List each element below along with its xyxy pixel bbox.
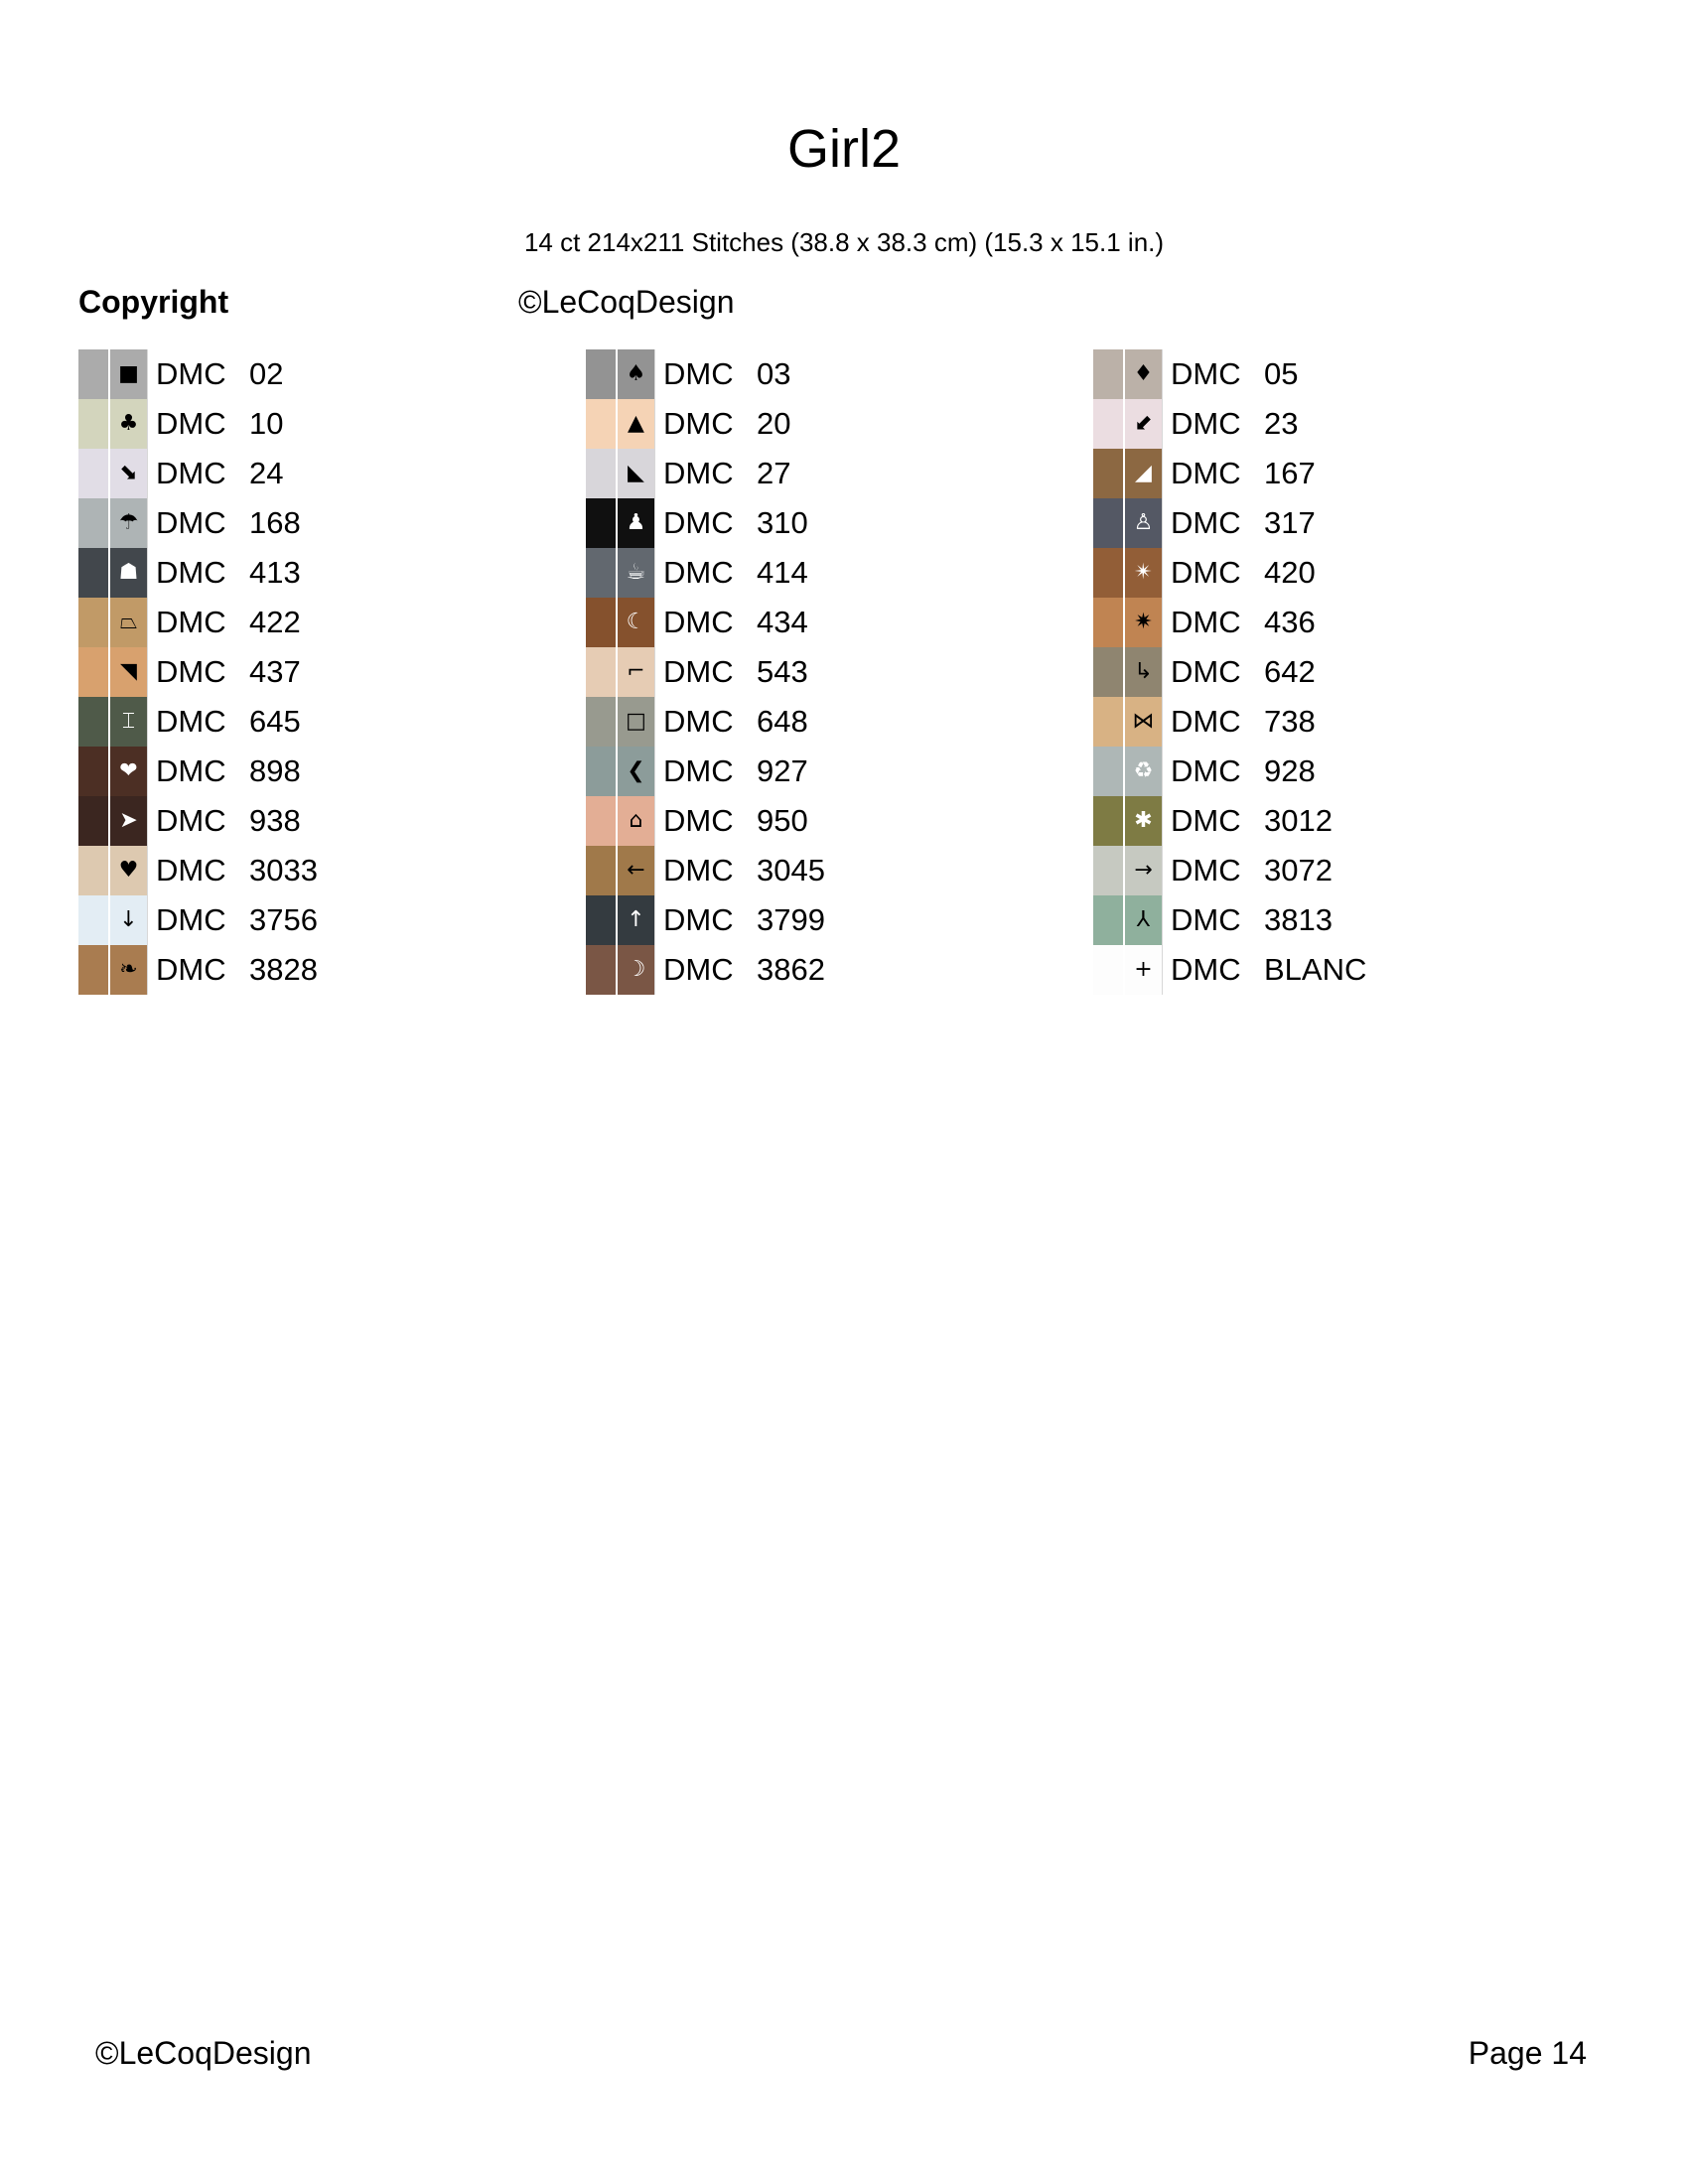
thread-brand: DMC (663, 853, 734, 887)
color-swatch (586, 647, 616, 697)
thread-brand: DMC (663, 704, 734, 739)
thread-code: 434 (757, 605, 808, 639)
color-swatch (1093, 399, 1123, 449)
star-burst-icon: ✴ (1125, 548, 1163, 598)
thread-brand: DMC (663, 356, 734, 391)
color-swatch (78, 598, 108, 647)
heart-icon: ♥ (110, 846, 148, 895)
copyright-value: ©LeCoqDesign (518, 284, 735, 320)
thread-label (655, 349, 790, 399)
phone-icon: ☽ (618, 945, 655, 995)
thread-code: 3033 (249, 853, 318, 887)
color-swatch (1093, 548, 1123, 598)
moon-icon: ☾ (618, 598, 655, 647)
thread-brand: DMC (1171, 605, 1241, 639)
thread-code: 3813 (1264, 902, 1333, 937)
thread-label (655, 846, 825, 895)
thread-brand: DMC (156, 406, 226, 441)
thread-label (655, 647, 808, 697)
recycle-icon: ♻ (1125, 747, 1163, 796)
diagonal-arrow-icon: ⬊ (110, 449, 148, 498)
color-swatch (586, 796, 616, 846)
thread-code: 645 (249, 704, 301, 739)
thread-brand: DMC (156, 902, 226, 937)
legend-row (586, 846, 1082, 895)
thread-label (148, 399, 283, 449)
thread-brand: DMC (1171, 704, 1241, 739)
color-swatch (78, 846, 108, 895)
legend-row (586, 647, 1082, 697)
thread-label (655, 598, 808, 647)
legend-column-2 (586, 349, 1082, 995)
thread-code: 3045 (757, 853, 825, 887)
legend-row (1093, 647, 1590, 697)
mushroom-icon: ☗ (110, 548, 148, 598)
thread-brand: DMC (156, 356, 226, 391)
thread-brand: DMC (156, 555, 226, 590)
thread-label (655, 399, 790, 449)
legend-column-1 (78, 349, 575, 995)
thread-brand: DMC (663, 902, 734, 937)
color-swatch (586, 697, 616, 747)
thread-brand: DMC (156, 853, 226, 887)
thread-label (655, 449, 790, 498)
legend-row (1093, 449, 1590, 498)
color-swatch (586, 548, 616, 598)
thread-code: 10 (249, 406, 284, 441)
thread-code: 642 (1264, 654, 1316, 689)
color-swatch (1093, 846, 1123, 895)
thread-brand: DMC (663, 456, 734, 490)
color-swatch (586, 895, 616, 945)
thread-brand: DMC (156, 505, 226, 540)
legend-row (78, 498, 575, 548)
color-swatch (1093, 796, 1123, 846)
arrowhead-right-icon: ➤ (110, 796, 148, 846)
thread-code: 20 (757, 406, 791, 441)
thread-brand: DMC (156, 753, 226, 788)
leaf-icon: ❧ (110, 945, 148, 995)
thread-code: 898 (249, 753, 301, 788)
thread-code: 436 (1264, 605, 1316, 639)
club-icon: ♣ (110, 399, 148, 449)
color-swatch (1093, 598, 1123, 647)
thread-code: 3756 (249, 902, 318, 937)
thread-code: 3828 (249, 952, 318, 987)
legend-row (1093, 697, 1590, 747)
color-swatch (586, 846, 616, 895)
thread-label (1163, 498, 1316, 548)
thread-label (1163, 895, 1333, 945)
legend-row (1093, 945, 1590, 995)
thread-label (1163, 945, 1366, 995)
legend-column-3 (1093, 349, 1590, 995)
color-swatch (78, 498, 108, 548)
thread-code: 02 (249, 356, 284, 391)
thread-brand: DMC (1171, 803, 1241, 838)
thread-label (148, 697, 301, 747)
legend-row (586, 449, 1082, 498)
thread-label (655, 747, 808, 796)
legend-row (1093, 399, 1590, 449)
thread-brand: DMC (1171, 505, 1241, 540)
thread-label (1163, 697, 1316, 747)
thread-brand: DMC (1171, 406, 1241, 441)
legend-row (78, 697, 575, 747)
thread-brand: DMC (1171, 753, 1241, 788)
stairs-icon: ⌐ (618, 647, 655, 697)
thread-code: 23 (1264, 406, 1299, 441)
heart-circle-icon: ❤ (110, 747, 148, 796)
thread-label (148, 747, 301, 796)
legend-row (586, 548, 1082, 598)
footer-copyright: ©LeCoqDesign (95, 2035, 312, 2071)
thread-label (148, 498, 301, 548)
thread-label (148, 796, 301, 846)
thread-code: 168 (249, 505, 301, 540)
arrow-down-icon: ↓ (110, 895, 148, 945)
color-swatch (78, 399, 108, 449)
thread-brand: DMC (663, 505, 734, 540)
color-swatch (78, 796, 108, 846)
thread-brand: DMC (663, 555, 734, 590)
asterisk-icon: ✱ (1125, 796, 1163, 846)
thread-label (148, 349, 283, 399)
thread-brand: DMC (663, 952, 734, 987)
thread-label (148, 895, 318, 945)
thread-code: 03 (757, 356, 791, 391)
color-swatch (1093, 697, 1123, 747)
legend-row (78, 399, 575, 449)
corner-triangle-icon: ◥ (110, 647, 148, 697)
bracket-icon: ⌶ (110, 697, 148, 747)
legend-row (1093, 747, 1590, 796)
arrow-right-icon: → (1125, 846, 1163, 895)
color-swatch (586, 747, 616, 796)
thread-code: 414 (757, 555, 808, 590)
color-swatch (586, 349, 616, 399)
thread-code: 543 (757, 654, 808, 689)
legend-row (1093, 846, 1590, 895)
page-title: Girl2 (786, 119, 901, 179)
thread-brand: DMC (1171, 456, 1241, 490)
thread-code: 317 (1264, 505, 1316, 540)
thread-code: 310 (757, 505, 808, 540)
thread-brand: DMC (663, 406, 734, 441)
thread-code: 3799 (757, 902, 825, 937)
thread-brand: DMC (663, 654, 734, 689)
legend-row (78, 846, 575, 895)
thread-code: 420 (1264, 555, 1316, 590)
thread-brand: DMC (663, 605, 734, 639)
thread-brand: DMC (156, 654, 226, 689)
thread-brand: DMC (1171, 952, 1241, 987)
color-swatch (1093, 747, 1123, 796)
color-swatch (78, 349, 108, 399)
thread-label (1163, 846, 1333, 895)
thread-brand: DMC (156, 952, 226, 987)
legend-row (78, 349, 575, 399)
color-swatch (78, 747, 108, 796)
thread-label (1163, 449, 1316, 498)
color-swatch (586, 945, 616, 995)
thread-brand: DMC (1171, 853, 1241, 887)
mug-icon: ☕ (618, 548, 655, 598)
corner-triangle-icon: ◣ (618, 449, 655, 498)
legend-row (586, 349, 1082, 399)
legend-row (78, 895, 575, 945)
square-icon: ■ (110, 349, 148, 399)
plug-icon: ♙ (1125, 498, 1163, 548)
color-swatch (1093, 647, 1123, 697)
thread-brand: DMC (156, 456, 226, 490)
thread-code: 3862 (757, 952, 825, 987)
legend-row (586, 399, 1082, 449)
thread-label (655, 498, 808, 548)
thread-code: 738 (1264, 704, 1316, 739)
thread-label (1163, 548, 1316, 598)
legend-row (586, 598, 1082, 647)
legend-row (1093, 548, 1590, 598)
legend-row (586, 895, 1082, 945)
legend-row (78, 945, 575, 995)
arrow-left-icon: ← (618, 846, 655, 895)
thread-code: 928 (1264, 753, 1316, 788)
thread-code: 27 (757, 456, 791, 490)
thread-label (1163, 349, 1298, 399)
thread-label (655, 548, 808, 598)
arrow-up-icon: ↑ (618, 895, 655, 945)
page-number: Page 14 (1468, 2035, 1587, 2071)
color-swatch (78, 647, 108, 697)
color-swatch (78, 548, 108, 598)
legend-row (78, 449, 575, 498)
thread-label (148, 647, 301, 697)
legend-row (586, 945, 1082, 995)
sun-icon: ✷ (1125, 598, 1163, 647)
plus-icon: + (1125, 945, 1163, 995)
thread-label (655, 697, 808, 747)
thread-brand: DMC (1171, 654, 1241, 689)
legend-row (1093, 796, 1590, 846)
thread-brand: DMC (1171, 555, 1241, 590)
thread-brand: DMC (156, 605, 226, 639)
thread-brand: DMC (663, 803, 734, 838)
color-swatch (586, 498, 616, 548)
figure-icon: ♟ (618, 498, 655, 548)
thread-code: 422 (249, 605, 301, 639)
thread-label (655, 895, 825, 945)
tree-icon: ▲ (618, 399, 655, 449)
color-swatch (1093, 895, 1123, 945)
color-swatch (1093, 498, 1123, 548)
color-swatch (78, 697, 108, 747)
step-icon: ↳ (1125, 647, 1163, 697)
thread-code: 05 (1264, 356, 1299, 391)
color-swatch (1093, 349, 1123, 399)
thread-label (1163, 796, 1333, 846)
spade-icon: ♠ (618, 349, 655, 399)
trapezoid-icon: ⏢ (110, 598, 148, 647)
legend-row (78, 598, 575, 647)
arrowhead-left-icon: ❮ (618, 747, 655, 796)
legend-row (78, 747, 575, 796)
thread-code: 167 (1264, 456, 1316, 490)
thread-code: 938 (249, 803, 301, 838)
legend-row (1093, 895, 1590, 945)
thread-label (655, 796, 808, 846)
color-swatch (586, 449, 616, 498)
diamond-icon: ♦ (1125, 349, 1163, 399)
pattern-dimensions: 14 ct 214x211 Stitches (38.8 x 38.3 cm) (15.3 x 15.1 in.) (523, 227, 1165, 257)
hollow-square-icon: □ (618, 697, 655, 747)
color-swatch (78, 895, 108, 945)
thread-code: 3072 (1264, 853, 1333, 887)
thread-label (1163, 747, 1316, 796)
thread-brand: DMC (663, 753, 734, 788)
legend-row (586, 796, 1082, 846)
thread-code: 437 (249, 654, 301, 689)
thread-code: 950 (757, 803, 808, 838)
color-swatch (1093, 449, 1123, 498)
thread-code: BLANC (1264, 952, 1367, 987)
thread-code: 24 (249, 456, 284, 490)
thread-code: 927 (757, 753, 808, 788)
thread-brand: DMC (156, 704, 226, 739)
thread-label (655, 945, 825, 995)
legend-row (78, 647, 575, 697)
legend-row (586, 747, 1082, 796)
thread-brand: DMC (1171, 902, 1241, 937)
legend-row (586, 498, 1082, 548)
legend-row (586, 697, 1082, 747)
thread-brand: DMC (156, 803, 226, 838)
legend-row (78, 548, 575, 598)
color-swatch (586, 598, 616, 647)
thread-label (148, 598, 301, 647)
thread-code: 413 (249, 555, 301, 590)
legend-row (1093, 498, 1590, 548)
thread-brand: DMC (1171, 356, 1241, 391)
color-swatch (78, 945, 108, 995)
corner-triangle-icon: ◢ (1125, 449, 1163, 498)
color-swatch (78, 449, 108, 498)
thread-label (1163, 399, 1298, 449)
color-swatch (1093, 945, 1123, 995)
thread-label (148, 449, 283, 498)
house-icon: ⌂ (618, 796, 655, 846)
tripod-icon: ⅄ (1125, 895, 1163, 945)
thread-code: 648 (757, 704, 808, 739)
thread-code: 3012 (1264, 803, 1333, 838)
copyright-label: Copyright (78, 284, 229, 320)
umbrella-icon: ☂ (110, 498, 148, 548)
bowtie-icon: ⋈ (1125, 697, 1163, 747)
thread-label (1163, 647, 1316, 697)
legend-row (78, 796, 575, 846)
diagonal-arrow-icon: ⬋ (1125, 399, 1163, 449)
thread-label (148, 548, 301, 598)
thread-label (148, 945, 318, 995)
legend-row (1093, 349, 1590, 399)
thread-label (1163, 598, 1316, 647)
legend-row (1093, 598, 1590, 647)
thread-label (148, 846, 318, 895)
color-swatch (586, 399, 616, 449)
